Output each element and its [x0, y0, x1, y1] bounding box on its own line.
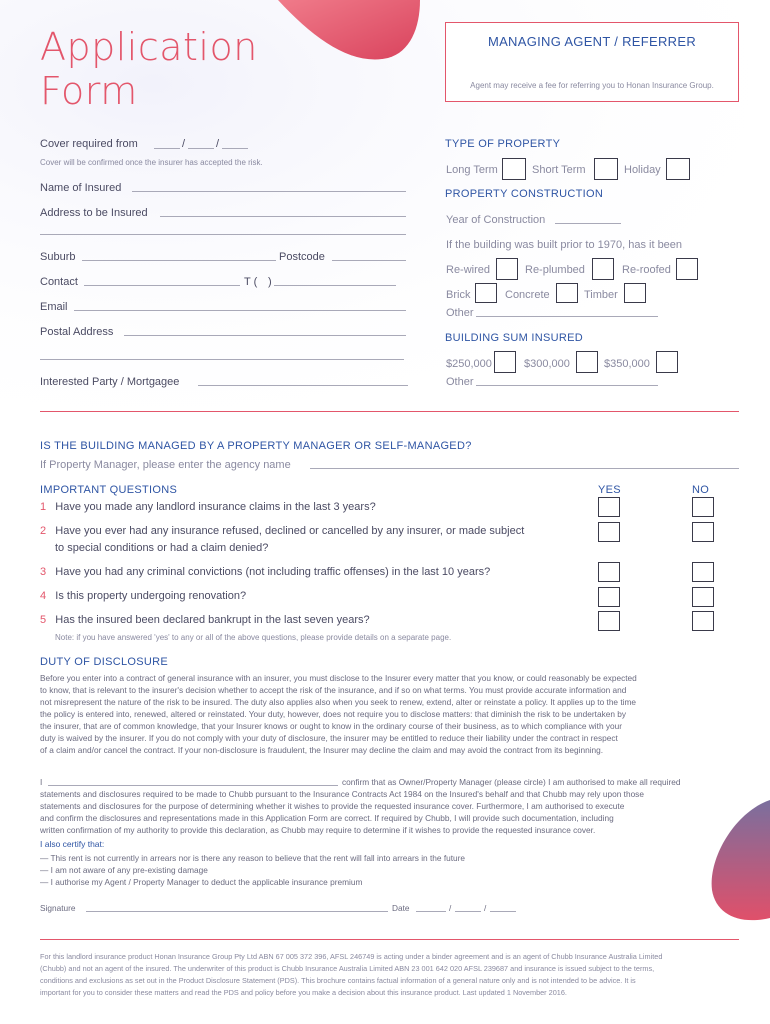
agency-name-field[interactable]	[310, 468, 739, 469]
footer-divider	[40, 939, 739, 940]
disclosure-line: not misrepresent the nature of the risk to be insured. The duty also applies also when you seek to renew, extend, alter or reinstate a policy. It applies up to the time	[40, 697, 637, 707]
certify-paragraph	[40, 788, 740, 836]
long-term-checkbox[interactable]	[502, 158, 526, 180]
q2-yes-checkbox[interactable]	[598, 522, 620, 542]
rewired-checkbox[interactable]	[496, 258, 518, 280]
suburb-label: Suburb	[40, 251, 76, 263]
question-3	[40, 566, 490, 578]
disclosure-paragraph	[40, 672, 740, 756]
certify-line: written confirmation of my authority to provide this declaration, as Chubb may require to determine if it wishes to provide the requested insurance cover.	[40, 825, 596, 835]
yes-column-header: YES	[598, 484, 621, 496]
brick-label: Brick	[446, 289, 471, 301]
brick-checkbox[interactable]	[475, 283, 497, 303]
prior-1970-question: If the building was built prior to 1970, has it been	[446, 239, 683, 251]
question-number: 2	[40, 525, 47, 537]
rewired-label: Re-wired	[446, 264, 491, 276]
postal-address-field[interactable]	[124, 335, 406, 336]
date-label: Date	[392, 903, 410, 913]
timber-label: Timber	[584, 289, 618, 301]
sum-other-field[interactable]	[476, 385, 658, 386]
q1-no-checkbox[interactable]	[692, 497, 714, 517]
reroofed-label: Re-roofed	[622, 264, 671, 276]
agency-name-label: If Property Manager, please enter the agency name	[40, 459, 291, 471]
certify-bullet: — I authorise my Agent / Property Manager to deduct the applicable insurance premium	[40, 877, 363, 887]
form-title-line1: Application	[40, 25, 258, 69]
sum-300k-checkbox[interactable]	[576, 351, 598, 373]
q2-no-checkbox[interactable]	[692, 522, 714, 542]
agent-box-note: Agent may receive a fee for referring you to Honan Insurance Group.	[470, 81, 714, 90]
sum-250k-checkbox[interactable]	[494, 351, 516, 373]
construction-other-label: Other	[446, 307, 474, 319]
date-slash: /	[449, 903, 452, 913]
address-label: Address to be Insured	[40, 207, 148, 219]
certify-first-line: confirm that as Owner/Property Manager (please circle) I am authorised to make all required	[342, 777, 681, 787]
replumbed-label: Re-plumbed	[525, 264, 585, 276]
sign-date-year-field[interactable]	[490, 911, 516, 912]
sum-350k-label: $350,000	[604, 358, 650, 370]
questions-note: Note: if you have answered 'yes' to any or all of the above questions, please provide details on a separate page.	[55, 633, 452, 642]
managed-heading: IS THE BUILDING MANAGED BY A PROPERTY MANAGER OR SELF-MANAGED?	[40, 440, 472, 452]
cover-day-field[interactable]	[154, 148, 180, 149]
sum-other-label: Other	[446, 376, 474, 388]
postal-address-field-line2[interactable]	[40, 359, 404, 360]
question-1	[40, 501, 376, 513]
building-sum-insured-heading: BUILDING SUM INSURED	[445, 332, 584, 344]
concrete-label: Concrete	[505, 289, 550, 301]
name-of-insured-field[interactable]	[132, 191, 406, 192]
disclosure-line: the insurer, that are of common knowledge, that your Insurer knows or ought to know in the ordinary course of their business, as to which compliance with your	[40, 721, 623, 731]
sum-300k-label: $300,000	[524, 358, 570, 370]
section-divider	[40, 411, 739, 412]
certify-line: and confirm the disclosures and representations made in this Application Form are correct. If required by Chubb, I will provide such documentation, including	[40, 813, 614, 823]
question-text: Have you made any landlord insurance claims in the last 3 years?	[55, 501, 376, 513]
footer-line: (Chubb) and not an agent of the insured. The underwriter of this product is Chubb Insurance Australia Limited ABN 23 001 642 020 AFSL 239687 and insurance is issued subject to the terms,	[40, 964, 655, 973]
interested-party-label: Interested Party / Mortgagee	[40, 376, 180, 388]
year-of-construction-label: Year of Construction	[446, 214, 546, 226]
contact-label: Contact	[40, 276, 78, 288]
date-slash: /	[216, 138, 220, 150]
short-term-checkbox[interactable]	[594, 158, 618, 180]
disclosure-line: to know, that is relevant to the insurer's decision whether to accept the risk of the insurance, and if so on what terms. You must provide accurate information and	[40, 685, 627, 695]
q3-no-checkbox[interactable]	[692, 562, 714, 582]
no-column-header: NO	[692, 484, 710, 496]
footer-line: For this landlord insurance product Honan Insurance Group Pty Ltd ABN 67 005 372 396, AFSL 246749 is acting under a binder agreement and is an agent of Chubb Insurance Australia Limited	[40, 952, 663, 961]
postcode-field[interactable]	[332, 260, 406, 261]
certify-name-field[interactable]	[48, 785, 338, 786]
certify-line: statements and disclosures required to be made to Chubb pursuant to the Insurance Contracts Act 1984 on the Insured's behalf and that Chubb may rely upon those	[40, 789, 644, 799]
q4-no-checkbox[interactable]	[692, 587, 714, 607]
question-text: Have you ever had any insurance refused, declined or cancelled by any insurer, or made subject	[55, 525, 525, 537]
signature-label: Signature	[40, 903, 76, 913]
cover-required-label: Cover required from	[40, 138, 138, 150]
certify-bullets	[40, 852, 740, 888]
holiday-checkbox[interactable]	[666, 158, 690, 180]
short-term-label: Short Term	[532, 164, 586, 176]
duty-of-disclosure-heading: DUTY OF DISCLOSURE	[40, 656, 169, 668]
disclosure-line: of a claim and/or cancel the contract. If your non-disclosure is fraudulent, the Insurer may decline the claim and may avoid the contract from its beginning.	[40, 745, 604, 755]
address-field-line2[interactable]	[40, 234, 406, 235]
q5-yes-checkbox[interactable]	[598, 611, 620, 631]
agent-referrer-box[interactable]	[445, 22, 739, 102]
form-title-line2: Form	[40, 69, 138, 113]
sum-250k-label: $250,000	[446, 358, 492, 370]
question-number: 3	[40, 566, 47, 578]
postal-address-label: Postal Address	[40, 326, 114, 338]
reroofed-checkbox[interactable]	[676, 258, 698, 280]
holiday-label: Holiday	[624, 164, 661, 176]
sum-350k-checkbox[interactable]	[656, 351, 678, 373]
cover-note: Cover will be confirmed once the insurer has accepted the risk.	[40, 158, 263, 167]
concrete-checkbox[interactable]	[556, 283, 578, 303]
suburb-field[interactable]	[82, 260, 276, 261]
certify-i-label: I	[40, 777, 43, 787]
cover-year-field[interactable]	[222, 148, 248, 149]
timber-checkbox[interactable]	[624, 283, 646, 303]
contact-phone-close: )	[268, 276, 272, 288]
footer-line: conditions and exclusions as set out in the Product Disclosure Statement (PDS). This brochure contains factual information of a general nature only and is not intended to be advice. It is	[40, 976, 636, 985]
question-2-continued: to special conditions or had a claim denied?	[55, 542, 269, 554]
disclosure-line: duty is waived by the insurer. If you do not comply with your duty of disclosure, the insurer may be entitled to reduce their liability under the contract in respect	[40, 733, 618, 743]
contact-field[interactable]	[84, 285, 240, 286]
certify-line: statements and disclosures for the purpose of determining whether it wishes to provide the requested insurance cover. Furthermore, I am authorised to execute	[40, 801, 625, 811]
q5-no-checkbox[interactable]	[692, 611, 714, 631]
certify-bullet: — This rent is not currently in arrears nor is there any reason to believe that the rent will fall into arrears in the future	[40, 853, 466, 863]
sign-date-month-field[interactable]	[455, 911, 481, 912]
question-5	[40, 614, 370, 626]
email-label: Email	[40, 301, 68, 313]
interested-party-field[interactable]	[198, 385, 408, 386]
important-questions-heading: IMPORTANT QUESTIONS	[40, 484, 178, 496]
question-2	[40, 525, 524, 537]
contact-phone-label: T (	[244, 276, 258, 288]
construction-other-field[interactable]	[476, 316, 658, 317]
date-slash: /	[182, 138, 186, 150]
name-of-insured-label: Name of Insured	[40, 182, 122, 194]
disclosure-line: the policy is entered into, renewed, altered or reinstated. Your duty, however, does not require you to disclose matters: that diminish the risk to be undertaken by	[40, 709, 627, 719]
q4-yes-checkbox[interactable]	[598, 587, 620, 607]
also-certify-heading: I also certify that:	[40, 839, 105, 849]
sign-date-day-field[interactable]	[416, 911, 446, 912]
question-number: 5	[40, 614, 47, 626]
certify-bullet: — I am not aware of any pre-existing damage	[40, 865, 208, 875]
replumbed-checkbox[interactable]	[592, 258, 614, 280]
year-of-construction-field[interactable]	[555, 223, 621, 224]
question-4	[40, 590, 246, 602]
email-field[interactable]	[74, 310, 406, 311]
address-field[interactable]	[160, 216, 406, 217]
type-of-property-heading: TYPE OF PROPERTY	[445, 138, 561, 150]
footer-line: important for you to consider these matters and read the PDS and policy before you make a decision about this insurance product. Last updated 1 November 2016.	[40, 988, 567, 997]
property-construction-heading: PROPERTY CONSTRUCTION	[445, 188, 604, 200]
long-term-label: Long Term	[446, 164, 498, 176]
question-number: 1	[40, 501, 47, 513]
footer-text	[40, 951, 740, 999]
cover-month-field[interactable]	[188, 148, 214, 149]
contact-phone-field[interactable]	[274, 285, 396, 286]
q3-yes-checkbox[interactable]	[598, 562, 620, 582]
disclosure-line: Before you enter into a contract of general insurance with an insurer, you must disclose to the Insurer every matter that you know, or could reasonably be expected	[40, 673, 637, 683]
signature-field[interactable]	[86, 911, 388, 912]
question-text: Have you had any criminal convictions (not including traffic offenses) in the last 10 years?	[55, 566, 491, 578]
question-number: 4	[40, 590, 47, 602]
q1-yes-checkbox[interactable]	[598, 497, 620, 517]
agent-box-heading: MANAGING AGENT / REFERRER	[487, 34, 697, 49]
question-text: Is this property undergoing renovation?	[55, 590, 247, 602]
postcode-label: Postcode	[279, 251, 325, 263]
question-text: Has the insured been declared bankrupt in the last seven years?	[55, 614, 370, 626]
date-slash: /	[484, 903, 487, 913]
